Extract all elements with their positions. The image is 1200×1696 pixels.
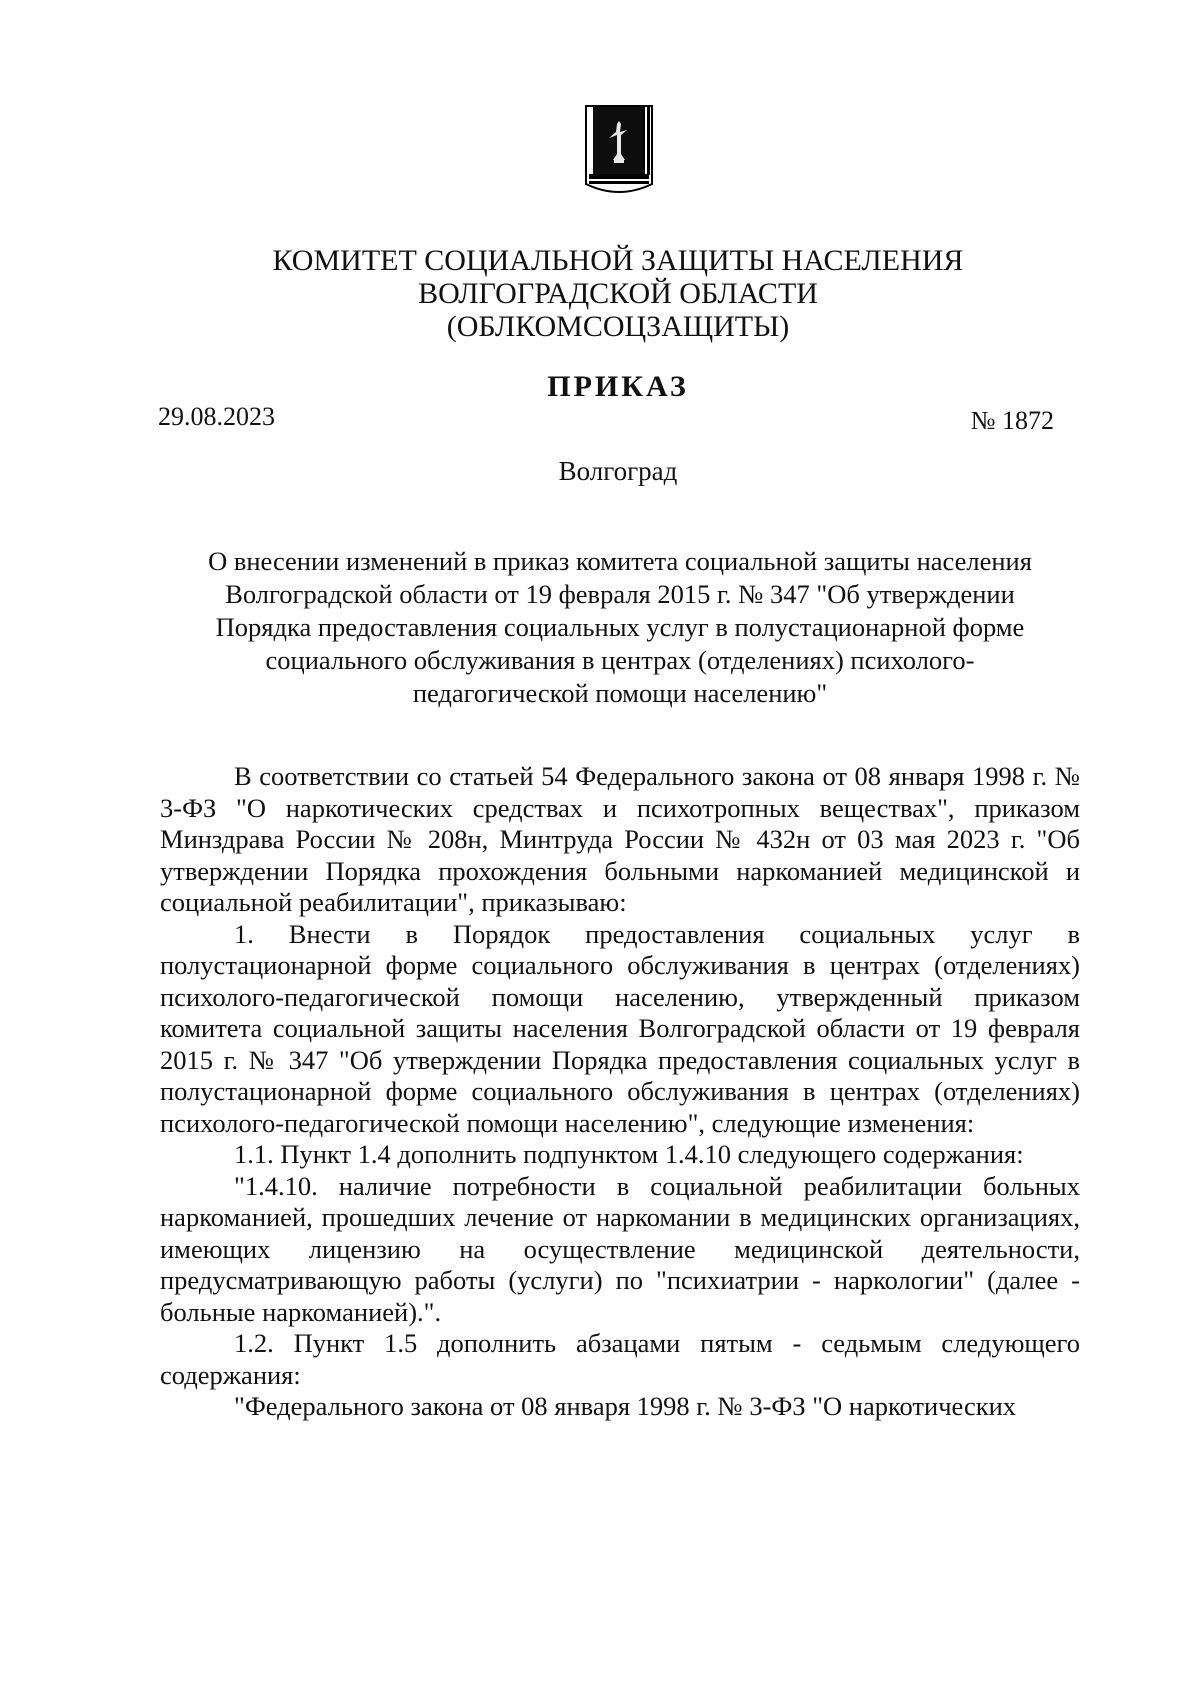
body-paragraph-preamble: В соответствии со статьей 54 Федерального закона от 08 января 1998 г. № 3-ФЗ "О наркотических средствах и психотропных веществах", приказом Минздрава России № 208н, Минтруда России № 432н от 03 мая 2023 г. "Об утверждении Порядка прохождения больными наркоманией медицинской и социальной реабилитации", приказываю: — [160, 761, 1080, 917]
header-line-1: КОМИТЕТ СОЦИАЛЬНОЙ ЗАЩИТЫ НАСЕЛЕНИЯ — [272, 244, 964, 277]
order-subject — [160, 545, 1080, 710]
body-paragraph-item-1-2: 1.2. Пункт 1.5 дополнить абзацами пятым - седьмым следующего содержания: — [160, 1328, 1080, 1390]
order-body — [160, 761, 1080, 1423]
subject-line-5: педагогической помощи населению" — [412, 678, 828, 708]
body-paragraph-quote-federal-law: "Федерального закона от 08 января 1998 г. № 3-ФЗ "О наркотических — [234, 1391, 1017, 1421]
coat-of-arms-icon — [583, 104, 655, 200]
header-line-2: ВОЛГОГРАДСКОЙ ОБЛАСТИ — [418, 277, 818, 310]
coat-of-arms-emblem — [583, 104, 655, 200]
subject-line-1: О внесении изменений в приказ комитета социальной защиты населения — [208, 546, 1032, 576]
subject-line-2: Волгоградской области от 19 февраля 2015 г. № 347 "Об утверждении — [225, 579, 1015, 609]
committee-header — [0, 244, 1200, 343]
order-title: ПРИКАЗ — [547, 370, 689, 403]
body-paragraph-item-1: 1. Внести в Порядок предоставления социальных услуг в полустационарной форме социального обслуживания в центрах (отделениях) психолого-педагогической помощи населению, утвержденный приказом комитета социальной защиты населения Волгоградской области от 19 февраля 2015 г. № 347 "Об утверждении Порядка предоставления социальных услуг в полустационарной форме социального обслуживания в центрах (отделениях) психолого-педагогической помощи населению", следующие изменения: — [160, 918, 1080, 1138]
order-number: № 1872 — [970, 406, 1054, 435]
subject-line-3: Порядка предоставления социальных услуг в полустационарной форме — [215, 612, 1025, 642]
order-city: Волгоград — [558, 456, 678, 486]
body-paragraph-quote-1-4-10: "1.4.10. наличие потребности в социальной реабилитации больных наркоманией, прошедших лечение от наркомании в медицинских организациях, имеющих лицензию на осуществление медицинской деятельности, предусматривающую работы (услуги) по "психиатрии - наркологии" (далее - больные наркоманией).". — [160, 1170, 1080, 1327]
order-date: 29.08.2023 — [158, 402, 275, 431]
header-line-3: (ОБЛКОМСОЦЗАЩИТЫ) — [446, 310, 790, 343]
subject-line-4: социального обслуживания в центрах (отделениях) психолого- — [265, 645, 975, 675]
body-paragraph-item-1-1: 1.1. Пункт 1.4 дополнить подпунктом 1.4.10 следующего содержания: — [234, 1139, 1024, 1169]
